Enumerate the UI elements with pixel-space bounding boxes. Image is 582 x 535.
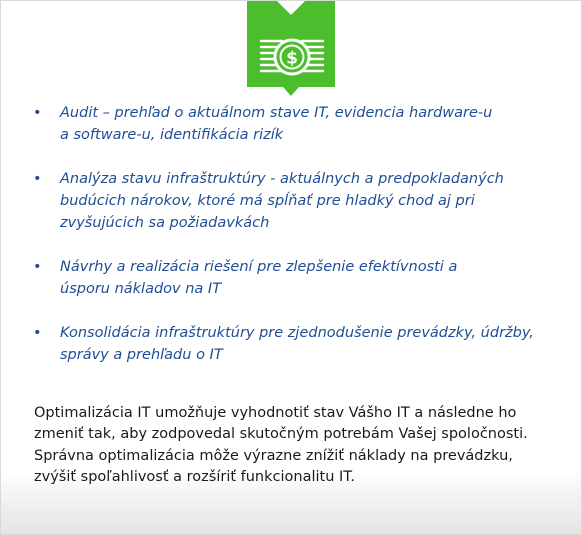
svg-text:$: $ (286, 48, 298, 69)
bullet: • (33, 105, 42, 121)
money-coins-icon (247, 1, 335, 97)
service-analysis: Analýza stavu infraštruktúry - aktuálnych a predpokladaných budúcich nárokov, ktoré má spĺňať pre hladký chod aj pri zvyšujúcich sa požiadavkách (60, 171, 504, 231)
list-item (1, 168, 550, 234)
bullet: • (33, 171, 42, 187)
list-item (1, 322, 550, 366)
bullet: • (33, 259, 42, 275)
service-design: Návrhy a realizácia riešení pre zlepšenie efektívnosti a úsporu nákladov na IT (60, 259, 458, 297)
service-audit: Audit – prehľad o aktuálnom stave IT, evidencia hardware-u a software-u, identifikácia rizík (60, 105, 493, 143)
service-consolidation: Konsolidácia infraštruktúry pre zjednodušenie prevádzky, údržby, správy a prehľadu o IT (60, 325, 534, 363)
list-item (1, 256, 550, 300)
summary-paragraph: Optimalizácia IT umožňuje vyhodnotiť stav Vášho IT a následne ho zmeniť tak, aby zodpovedal skutočným potrebám Vašej spoločnosti. Správna optimalizácia môže výrazne znížiť náklady na prevádzku, zvýšiť spoľahlivosť a rozšíriť funkcionalitu IT. (34, 405, 528, 485)
service-list (1, 102, 550, 366)
bullet: • (33, 325, 42, 341)
list-item (1, 102, 550, 146)
